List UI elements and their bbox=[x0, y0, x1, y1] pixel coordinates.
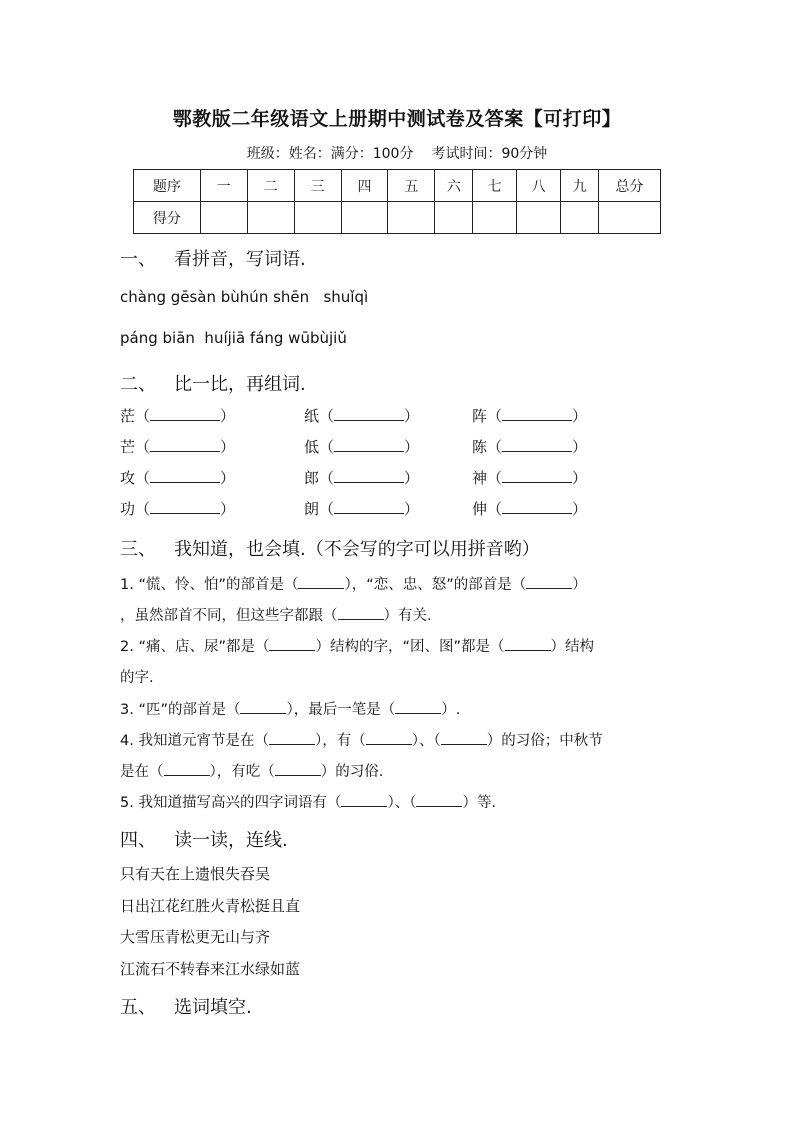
section-number: 五、 bbox=[120, 997, 156, 1018]
fill-question-line: 的字. bbox=[120, 670, 154, 686]
answer-blank[interactable] bbox=[298, 576, 344, 589]
compare-item: 郎（ ） bbox=[304, 469, 420, 487]
header-cell: 总分 bbox=[599, 170, 661, 202]
compare-item: 低（ ） bbox=[304, 438, 420, 456]
answer-blank[interactable] bbox=[164, 763, 210, 776]
score-cell[interactable] bbox=[388, 202, 435, 234]
exam-info bbox=[0, 143, 794, 163]
header-cell: 五 bbox=[388, 170, 435, 202]
answer-blank[interactable] bbox=[441, 732, 487, 745]
header-cell: 二 bbox=[247, 170, 294, 202]
score-table bbox=[133, 169, 661, 234]
score-cell[interactable] bbox=[473, 202, 517, 234]
pinyin-line: páng biān huíjiā fáng wūbùjiǔ bbox=[120, 329, 347, 347]
header-cell: 八 bbox=[517, 170, 561, 202]
section-heading-5 bbox=[120, 993, 252, 1019]
answer-blank[interactable] bbox=[395, 701, 441, 714]
exam-time-info: 考试时间：90分钟 bbox=[431, 146, 548, 162]
answer-blank[interactable] bbox=[502, 439, 572, 452]
answer-blank[interactable] bbox=[502, 470, 572, 483]
compare-item: 阵（ ） bbox=[472, 407, 588, 425]
answer-blank[interactable] bbox=[150, 408, 220, 421]
fill-question-line: ，虽然部首不同，但这些字都跟（ ）有关. bbox=[120, 608, 432, 624]
section-number: 一、 bbox=[120, 249, 156, 270]
answer-blank[interactable] bbox=[366, 732, 412, 745]
match-line[interactable]: 江流石不转春来江水绿如蓝 bbox=[120, 960, 301, 978]
answer-blank[interactable] bbox=[240, 701, 286, 714]
compare-item: 伸（ ） bbox=[472, 500, 588, 518]
score-table-header-row bbox=[134, 170, 661, 202]
answer-blank[interactable] bbox=[341, 794, 387, 807]
header-cell: 一 bbox=[200, 170, 247, 202]
section-heading-1 bbox=[120, 245, 306, 271]
answer-blank[interactable] bbox=[269, 732, 315, 745]
section-title: 我知道，也会填.（不会写的字可以用拼音哟） bbox=[174, 539, 540, 560]
header-cell: 三 bbox=[294, 170, 341, 202]
header-cell: 七 bbox=[473, 170, 517, 202]
answer-blank[interactable] bbox=[416, 794, 462, 807]
score-cell[interactable] bbox=[294, 202, 341, 234]
match-line[interactable]: 日出江花红胜火青松挺且直 bbox=[120, 897, 301, 915]
score-cell[interactable] bbox=[517, 202, 561, 234]
match-line[interactable]: 只有天在上遗恨失吞吴 bbox=[120, 865, 271, 883]
class-name-score-info: 班级：姓名：满分：100分 bbox=[246, 146, 414, 162]
answer-blank[interactable] bbox=[334, 501, 404, 514]
page-title: 鄂教版二年级语文上册期中测试卷及答案【可打印】 bbox=[172, 108, 622, 130]
section-title: 读一读，连线. bbox=[174, 830, 288, 851]
fill-question-line: 4. 我知道元宵节是在（ ），有（ ）、（ ）的习俗；中秋节 bbox=[120, 733, 603, 749]
pinyin-line: chàng gēsàn bùhún shēn shuǐqì bbox=[120, 288, 369, 306]
section-number: 三、 bbox=[120, 539, 156, 560]
header-cell: 四 bbox=[341, 170, 388, 202]
fill-question-line: 2. “痛、店、尿”都是（ ）结构的字，“团、图”都是（ ）结构 bbox=[120, 639, 594, 655]
answer-blank[interactable] bbox=[505, 638, 551, 651]
header-cell: 六 bbox=[435, 170, 473, 202]
score-cell[interactable] bbox=[561, 202, 599, 234]
section-title: 选词填空. bbox=[174, 997, 252, 1018]
score-table-score-row bbox=[134, 202, 661, 234]
score-cell[interactable] bbox=[341, 202, 388, 234]
answer-blank[interactable] bbox=[269, 638, 315, 651]
answer-blank[interactable] bbox=[502, 501, 572, 514]
section-heading-4 bbox=[120, 826, 288, 852]
compare-item: 朗（ ） bbox=[304, 500, 420, 518]
answer-blank[interactable] bbox=[334, 408, 404, 421]
score-cell[interactable] bbox=[200, 202, 247, 234]
section-number: 四、 bbox=[120, 830, 156, 851]
answer-blank[interactable] bbox=[334, 439, 404, 452]
fill-question-line: 是在（ ），有吃（ ）的习俗. bbox=[120, 764, 384, 780]
fill-question-line: 1. “慌、怜、怕”的部首是（ ），“恋、忠、怒”的部首是（ ） bbox=[120, 577, 587, 593]
fill-question-line: 5. 我知道描写高兴的四字词语有（ ）、（ ）等. bbox=[120, 795, 497, 811]
answer-blank[interactable] bbox=[275, 763, 321, 776]
compare-item: 茫（ ） bbox=[120, 407, 236, 425]
answer-blank[interactable] bbox=[502, 408, 572, 421]
header-cell: 九 bbox=[561, 170, 599, 202]
answer-blank[interactable] bbox=[334, 470, 404, 483]
answer-blank[interactable] bbox=[150, 470, 220, 483]
section-number: 二、 bbox=[120, 374, 156, 395]
answer-blank[interactable] bbox=[150, 501, 220, 514]
section-title: 比一比，再组词. bbox=[174, 374, 306, 395]
answer-blank[interactable] bbox=[150, 439, 220, 452]
compare-item: 陈（ ） bbox=[472, 438, 588, 456]
row-label: 得分 bbox=[134, 202, 201, 234]
section-heading-2 bbox=[120, 370, 306, 396]
section-title: 看拼音，写词语. bbox=[174, 249, 306, 270]
answer-blank[interactable] bbox=[526, 576, 572, 589]
match-line[interactable]: 大雪压青松更无山与齐 bbox=[120, 928, 271, 946]
section-heading-3 bbox=[120, 535, 540, 561]
compare-item: 功（ ） bbox=[120, 500, 236, 518]
score-cell[interactable] bbox=[435, 202, 473, 234]
compare-item: 芒（ ） bbox=[120, 438, 236, 456]
compare-item: 纸（ ） bbox=[304, 407, 420, 425]
score-cell[interactable] bbox=[599, 202, 661, 234]
compare-item: 攻（ ） bbox=[120, 469, 236, 487]
score-cell[interactable] bbox=[247, 202, 294, 234]
compare-item: 神（ ） bbox=[472, 469, 588, 487]
answer-blank[interactable] bbox=[338, 607, 384, 620]
fill-question-line: 3. “匹”的部首是（ ），最后一笔是（ ）. bbox=[120, 702, 461, 718]
header-cell: 题序 bbox=[134, 170, 201, 202]
